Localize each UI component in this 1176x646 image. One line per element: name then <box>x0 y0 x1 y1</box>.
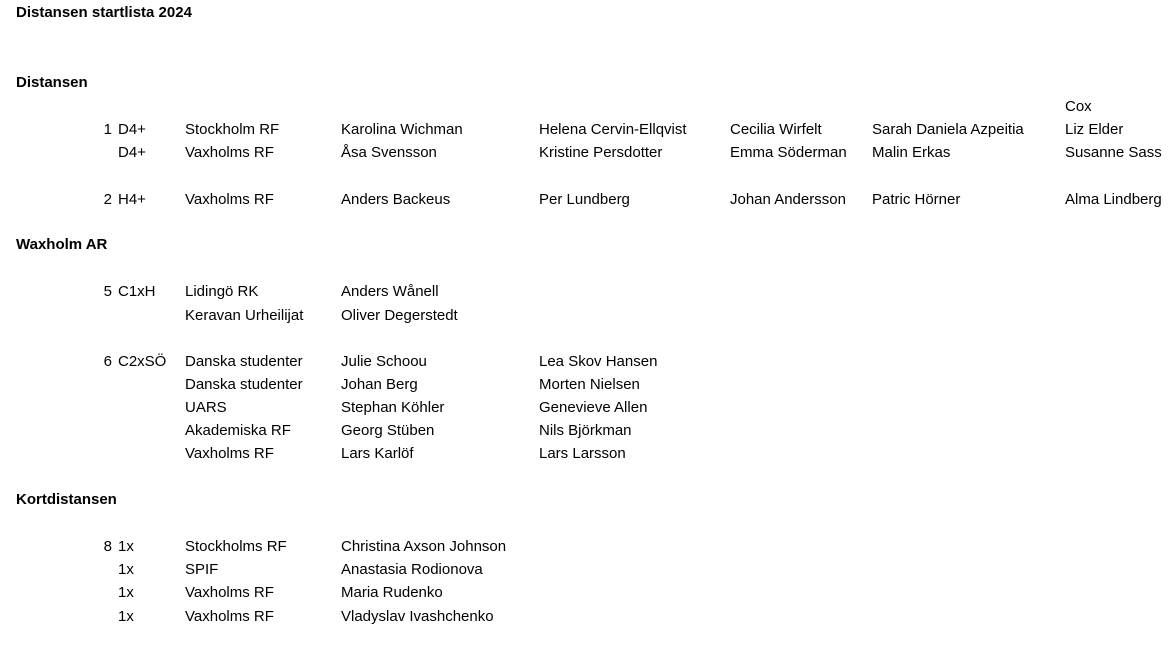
club-name: Danska studenter <box>185 376 303 393</box>
rower-1: Lars Karlöf <box>341 445 414 462</box>
start-number: 1 <box>103 121 112 138</box>
table-row <box>0 190 1176 210</box>
club-name: Vaxholms RF <box>185 608 274 625</box>
rower-1: Oliver Degerstedt <box>341 307 458 324</box>
table-row <box>0 537 1176 557</box>
rower-1: Maria Rudenko <box>341 584 443 601</box>
club-name: Vaxholms RF <box>185 584 274 601</box>
rower-3: Emma Söderman <box>730 144 847 161</box>
table-row <box>0 560 1176 580</box>
cox-header-row <box>0 97 1176 117</box>
boat-class: C2xSÖ <box>118 353 167 370</box>
table-row <box>0 607 1176 627</box>
cox-name: Alma Lindberg <box>1065 191 1162 208</box>
club-name: SPIF <box>185 561 219 578</box>
boat-class: 1x <box>118 561 134 578</box>
club-name: Vaxholms RF <box>185 144 274 161</box>
rower-1: Åsa Svensson <box>341 144 437 161</box>
section-heading-waxholm-ar: Waxholm AR <box>16 236 108 253</box>
rower-2: Nils Björkman <box>539 422 632 439</box>
rower-4: Malin Erkas <box>872 144 951 161</box>
club-name: Danska studenter <box>185 353 303 370</box>
rower-4: Patric Hörner <box>872 191 961 208</box>
rower-1: Georg Stüben <box>341 422 435 439</box>
cox-header: Cox <box>1065 98 1092 115</box>
table-row <box>0 306 1176 326</box>
rower-2: Genevieve Allen <box>539 399 648 416</box>
table-row <box>0 352 1176 372</box>
rower-1: Anastasia Rodionova <box>341 561 483 578</box>
table-row <box>0 375 1176 395</box>
rower-2: Helena Cervin-Ellqvist <box>539 121 687 138</box>
club-name: Stockholm RF <box>185 121 280 138</box>
start-number: 8 <box>103 538 112 555</box>
table-row <box>0 583 1176 603</box>
rower-2: Kristine Persdotter <box>539 144 663 161</box>
table-row <box>0 143 1176 163</box>
boat-class: C1xH <box>118 283 156 300</box>
table-row <box>0 421 1176 441</box>
club-name: Keravan Urheilijat <box>185 307 304 324</box>
rower-2: Per Lundberg <box>539 191 630 208</box>
rower-2: Lea Skov Hansen <box>539 353 658 370</box>
rower-4: Sarah Daniela Azpeitia <box>872 121 1024 138</box>
rower-1: Anders Wånell <box>341 283 439 300</box>
club-name: Stockholms RF <box>185 538 287 555</box>
boat-class: D4+ <box>118 144 146 161</box>
rower-1: Christina Axson Johnson <box>341 538 507 555</box>
club-name: UARS <box>185 399 227 416</box>
club-name: Lidingö RK <box>185 283 259 300</box>
start-number: 6 <box>103 353 112 370</box>
rower-1: Anders Backeus <box>341 191 451 208</box>
rower-3: Cecilia Wirfelt <box>730 121 822 138</box>
cox-name: Liz Elder <box>1065 121 1124 138</box>
page-title: Distansen startlista 2024 <box>16 4 192 21</box>
rower-1: Johan Berg <box>341 376 418 393</box>
cox-name: Susanne Sass <box>1065 144 1162 161</box>
rower-2: Morten Nielsen <box>539 376 640 393</box>
club-name: Vaxholms RF <box>185 191 274 208</box>
rower-2: Lars Larsson <box>539 445 626 462</box>
rower-1: Stephan Köhler <box>341 399 445 416</box>
table-row <box>0 444 1176 464</box>
rower-1: Vladyslav Ivashchenko <box>341 608 494 625</box>
table-row <box>0 120 1176 140</box>
section-heading-kortdistansen: Kortdistansen <box>16 491 117 508</box>
club-name: Vaxholms RF <box>185 445 274 462</box>
boat-class: D4+ <box>118 121 146 138</box>
section-heading-distansen: Distansen <box>16 74 88 91</box>
table-row <box>0 398 1176 418</box>
boat-class: 1x <box>118 538 134 555</box>
rower-3: Johan Andersson <box>730 191 846 208</box>
start-number: 2 <box>103 191 112 208</box>
rower-1: Julie Schoou <box>341 353 427 370</box>
boat-class: 1x <box>118 584 134 601</box>
boat-class: H4+ <box>118 191 146 208</box>
table-row <box>0 282 1176 302</box>
start-number: 5 <box>103 283 112 300</box>
boat-class: 1x <box>118 608 134 625</box>
rower-1: Karolina Wichman <box>341 121 463 138</box>
club-name: Akademiska RF <box>185 422 291 439</box>
